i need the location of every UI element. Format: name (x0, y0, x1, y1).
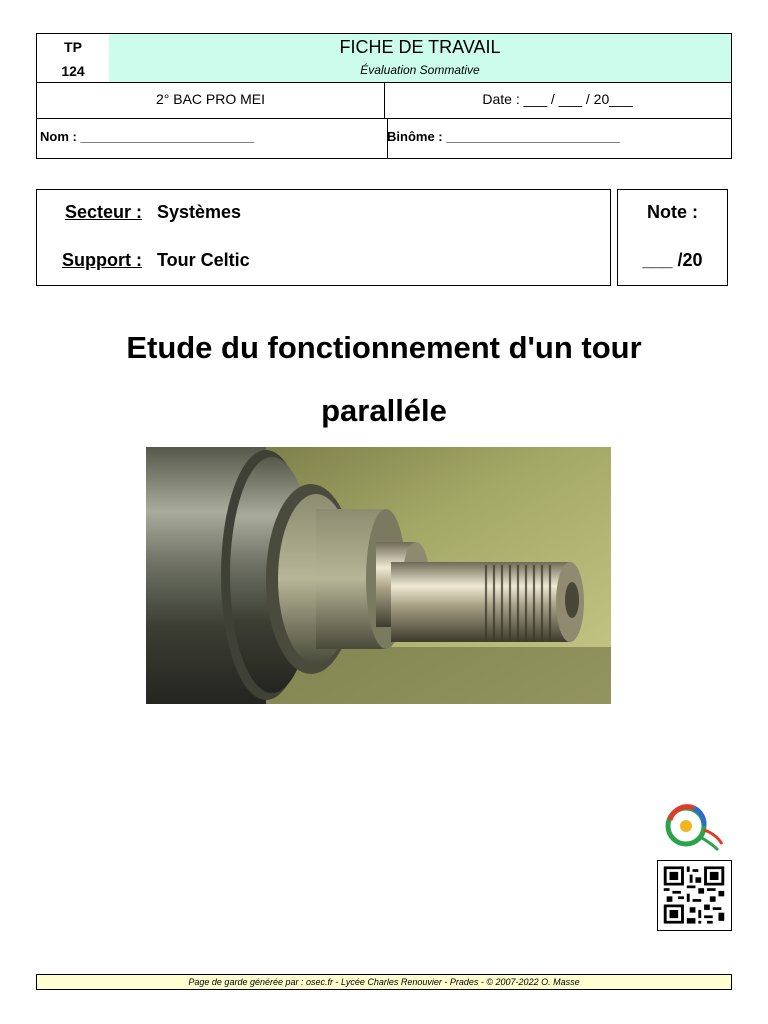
footer-credit: Page de garde générée par : osec.fr - Lycée Charles Renouvier - Prades - © 2007-2022 O. Masse (36, 974, 732, 990)
sheet-title: FICHE DE TRAVAIL (339, 37, 501, 57)
date-field: Date : ___ / ___ / 20___ (482, 91, 633, 107)
nom-field: Nom : ________________________ (37, 118, 388, 158)
header-table (36, 33, 732, 159)
tp-label: TP (64, 39, 82, 55)
header-row-class (37, 82, 731, 119)
title-cell (109, 34, 731, 82)
page-title-line-1: Etude du fonctionnement d'un tour (126, 330, 642, 365)
note-value: ___ /20 (642, 250, 703, 270)
binome-field: Binôme : ________________________ (387, 129, 620, 144)
support-value: Tour Celtic (157, 250, 250, 270)
qr-code[interactable] (657, 860, 732, 931)
lathe-photo (146, 447, 611, 704)
secteur-label: Secteur : (64, 202, 142, 222)
note-label: Note : (647, 202, 698, 222)
header-row-names (37, 118, 731, 158)
support-label: Support : (62, 250, 142, 270)
page-title-line-2: paralléle (321, 393, 447, 428)
sheet-subtitle: Évaluation Sommative (360, 63, 480, 77)
note-box (617, 189, 728, 286)
sector-box (36, 189, 611, 286)
tp-cell (37, 34, 110, 82)
class-label: 2° BAC PRO MEI (37, 82, 385, 118)
header-row-title (37, 34, 731, 83)
tp-number: 124 (61, 63, 85, 79)
page-title (0, 316, 768, 442)
secteur-value: Systèmes (157, 202, 242, 222)
osec-logo (664, 800, 726, 852)
